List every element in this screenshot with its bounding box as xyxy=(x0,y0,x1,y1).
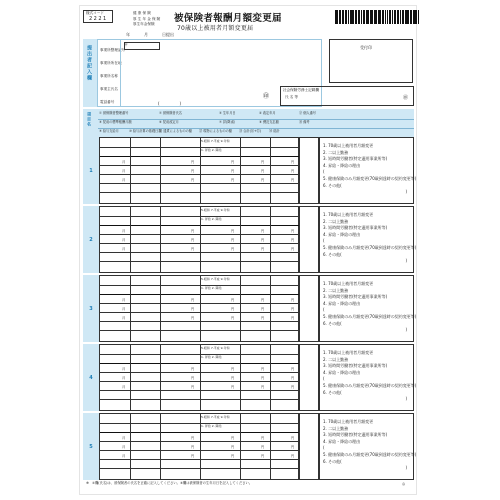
yen-mark: 円 xyxy=(261,436,265,440)
raise-options: 1. 昇給 2. 降給 xyxy=(201,355,222,359)
yen-mark: 円 xyxy=(191,229,195,233)
month-mark: 月 xyxy=(122,376,126,380)
barcode-bar xyxy=(414,10,415,24)
reason-item[interactable]: 6. その他( xyxy=(323,458,342,464)
reason-item[interactable]: 3. 短時間労働者(特定適用事業所等) xyxy=(323,225,388,231)
reason-item[interactable]: 1. 70歳以上被用者月額変更 xyxy=(323,281,374,286)
person-row xyxy=(83,275,417,342)
row-data-grid xyxy=(99,413,299,480)
row-data-grid xyxy=(99,275,299,342)
reason-item[interactable]: 2. 二以上勤務 xyxy=(323,218,349,224)
reason-item[interactable]: 2. 二以上勤務 xyxy=(323,356,349,362)
yen-mark: 円 xyxy=(191,454,195,458)
yen-mark: 円 xyxy=(231,376,235,380)
barcode-bar xyxy=(370,10,372,24)
total-average-cells xyxy=(299,206,319,273)
remarks-reasons xyxy=(319,275,417,342)
column-headers xyxy=(98,110,414,136)
remarks-reasons xyxy=(319,137,417,204)
month-mark: 月 xyxy=(122,247,126,251)
yen-mark: 円 xyxy=(231,307,235,311)
barcode-image xyxy=(335,10,419,24)
form-subtitle: 70歳以上被用者月額変更届 xyxy=(177,25,254,32)
raise-options: 1. 昇給 2. 降給 xyxy=(201,424,222,428)
reason-item[interactable]: 4. 昇給・降給の理由 xyxy=(323,231,361,237)
form-code-label: 様式コード xyxy=(86,11,104,15)
month-mark: 月 xyxy=(122,160,126,164)
column-header-12: ⑫ 現物によるものの額 xyxy=(199,129,232,133)
yen-mark: 円 xyxy=(261,307,265,311)
yen-mark: 円 xyxy=(291,445,295,449)
reason-item[interactable]: 1. 70歳以上被用者月額変更 xyxy=(323,350,374,355)
sharoushi-box xyxy=(280,86,414,106)
remarks-reasons xyxy=(319,206,417,273)
reason-item[interactable]: 5. 健康保険のみ月額変更(70歳到達時の契約変更等) xyxy=(323,244,417,250)
month-mark: 月 xyxy=(122,298,126,302)
month-mark: 月 xyxy=(122,169,126,173)
postal-mark: 〒 xyxy=(124,42,128,47)
yen-mark: 円 xyxy=(291,307,295,311)
reason-item[interactable]: ( xyxy=(323,376,325,382)
yen-mark: 円 xyxy=(191,169,195,173)
form-sheet xyxy=(80,6,416,494)
row-number: 3 xyxy=(83,275,99,342)
remarks-reasons xyxy=(319,344,417,411)
footer-note xyxy=(86,482,396,486)
yen-mark: 円 xyxy=(291,385,295,389)
column-header-9: ⑨ 給与支給月 xyxy=(99,129,119,133)
column-header-18: ⑱ 備考 xyxy=(299,120,310,124)
submitter-section: 事業所整理記号 事業所所在地 事業所名称 事業主氏名 電話番号 〒 ㊞ ( ) xyxy=(97,39,322,107)
row-data-grid xyxy=(99,137,299,204)
yen-mark: 円 xyxy=(191,178,195,182)
yen-mark: 円 xyxy=(191,316,195,320)
reason-item[interactable]: 2. 二以上勤務 xyxy=(323,287,349,293)
seal-mark: ㊞ xyxy=(263,93,270,100)
row-number: 5 xyxy=(83,413,99,480)
reason-item[interactable]: ) xyxy=(405,396,407,402)
era-options: 5.昭和 7.平成 9.令和 xyxy=(201,415,230,419)
total-average-cells xyxy=(299,344,319,411)
raise-options: 1. 昇給 2. 降給 xyxy=(201,148,222,152)
era-options: 5.昭和 7.平成 9.令和 xyxy=(201,277,230,281)
reason-item[interactable]: 3. 短時間労働者(特定適用事業所等) xyxy=(323,294,388,300)
month-mark: 月 xyxy=(122,445,126,449)
reason-item[interactable]: 4. 昇給・降給の理由 xyxy=(323,300,361,306)
reason-item[interactable]: 6. その他( xyxy=(323,389,342,395)
yen-mark: 円 xyxy=(291,454,295,458)
receipt-stamp-box xyxy=(329,39,413,83)
submitter-field-labels: 事業所整理記号 事業所所在地 事業所名称 事業主氏名 電話番号 xyxy=(100,48,126,104)
reason-item[interactable]: ) xyxy=(405,465,407,471)
reason-item[interactable]: 1. 70歳以上被用者月額変更 xyxy=(323,212,374,217)
yen-mark: 円 xyxy=(191,160,195,164)
era-options: 5.昭和 7.平成 9.令和 xyxy=(201,139,230,143)
yen-mark: 円 xyxy=(261,160,265,164)
barcode-bar xyxy=(394,10,396,24)
barcode-bar xyxy=(361,10,362,24)
yen-mark: 円 xyxy=(261,298,265,302)
reason-item[interactable]: ( xyxy=(323,445,325,451)
footer-mark: ◎ xyxy=(402,482,406,486)
month-mark: 月 xyxy=(122,385,126,389)
column-header-6: ⑥ 従前改定月 xyxy=(159,120,179,124)
row-data-grid xyxy=(99,206,299,273)
yen-mark: 円 xyxy=(261,178,265,182)
yen-mark: 円 xyxy=(191,247,195,251)
reason-item[interactable]: ( xyxy=(323,307,325,313)
reason-item[interactable]: 3. 短時間労働者(特定適用事業所等) xyxy=(323,363,388,369)
remarks-reasons xyxy=(319,413,417,480)
yen-mark: 円 xyxy=(231,160,235,164)
reason-item[interactable]: 4. 昇給・降給の理由 xyxy=(323,438,361,444)
yen-mark: 円 xyxy=(291,178,295,182)
barcode-bar xyxy=(336,10,337,24)
person-row xyxy=(83,137,417,204)
barcode-bar xyxy=(406,10,407,24)
month-mark: 月 xyxy=(122,238,126,242)
reason-item[interactable]: 5. 健康保険のみ月額変更(70歳到達時の契約変更等) xyxy=(323,313,417,319)
yen-mark: 円 xyxy=(191,385,195,389)
form-code-value: 2221 xyxy=(89,16,108,22)
yen-mark: 円 xyxy=(231,247,235,251)
barcode-bar xyxy=(355,10,357,24)
month-mark: 月 xyxy=(122,178,126,182)
yen-mark: 円 xyxy=(231,316,235,320)
yen-mark: 円 xyxy=(231,445,235,449)
column-side-label: 項目名 xyxy=(87,112,92,127)
reason-item[interactable]: 6. その他( xyxy=(323,320,342,326)
month-mark: 月 xyxy=(122,436,126,440)
barcode-bar xyxy=(346,10,347,24)
person-row xyxy=(83,206,417,273)
yen-mark: 円 xyxy=(291,229,295,233)
yen-mark: 円 xyxy=(261,316,265,320)
row-data-grid xyxy=(99,344,299,411)
reason-item[interactable]: ) xyxy=(405,258,407,264)
barcode-bar xyxy=(379,10,381,24)
column-header-5: ⑤ 従前の標準報酬月額 xyxy=(99,120,132,124)
total-average-cells xyxy=(299,137,319,204)
office-code-field[interactable] xyxy=(124,42,160,50)
reason-item[interactable]: 5. 健康保険のみ月額変更(70歳到達時の契約変更等) xyxy=(323,451,417,457)
yen-mark: 円 xyxy=(191,376,195,380)
reason-item[interactable]: 1. 70歳以上被用者月額変更 xyxy=(323,143,374,148)
raise-options: 1. 昇給 2. 降給 xyxy=(201,217,222,221)
yen-mark: 円 xyxy=(231,169,235,173)
reason-item[interactable]: 2. 二以上勤務 xyxy=(323,425,349,431)
yen-mark: 円 xyxy=(291,160,295,164)
reason-item[interactable]: 5. 健康保険のみ月額変更(70歳到達時の契約変更等) xyxy=(323,175,417,181)
form-code-box xyxy=(83,10,113,23)
yen-mark: 円 xyxy=(261,247,265,251)
barcode-bar xyxy=(385,10,386,24)
yen-mark: 円 xyxy=(291,436,295,440)
footer-note-text: ②欄(氏名)は、被保険者の氏名を正確に記入してください。③欄は被保険者の生年月日を記入してください。 xyxy=(92,481,253,485)
submission-date: 年 月 日提出 xyxy=(126,32,174,37)
row-number: 4 xyxy=(83,344,99,411)
column-header-11: ⑪ 通貨によるものの額 xyxy=(159,129,192,133)
row-number: 2 xyxy=(83,206,99,273)
yen-mark: 円 xyxy=(261,454,265,458)
footer-note-mark: ※ xyxy=(86,481,90,485)
column-header-17: ⑰ 個人番号 xyxy=(299,111,316,115)
barcode-bar xyxy=(375,10,376,24)
sharoushi-label: 社会保険労務士記載欄 xyxy=(283,88,319,92)
column-header-8: ⑧ 遡及支払額 xyxy=(259,120,279,124)
yen-mark: 円 xyxy=(191,307,195,311)
yen-mark: 円 xyxy=(291,298,295,302)
total-average-cells xyxy=(299,275,319,342)
yen-mark: 円 xyxy=(191,436,195,440)
yen-mark: 円 xyxy=(291,247,295,251)
yen-mark: 円 xyxy=(191,238,195,242)
reason-item[interactable]: ) xyxy=(405,327,407,333)
column-header-4: ④ 改定年月 xyxy=(259,111,276,115)
reason-item[interactable]: 5. 健康保険のみ月額変更(70歳到達時の契約変更等) xyxy=(323,382,417,388)
era-options: 5.昭和 7.平成 9.令和 xyxy=(201,346,230,350)
yen-mark: 円 xyxy=(231,367,235,371)
reason-item[interactable]: 1. 70歳以上被用者月額変更 xyxy=(323,419,374,424)
barcode-bar xyxy=(418,10,419,24)
barcode-bar xyxy=(400,10,401,24)
reason-item[interactable]: 3. 短時間労働者(特定適用事業所等) xyxy=(323,432,388,438)
column-header-3: ③ 生年月日 xyxy=(219,111,236,115)
form-title: 被保険者報酬月額変更届 xyxy=(174,13,282,24)
yen-mark: 円 xyxy=(231,229,235,233)
column-header-2: ② 被保険者氏名 xyxy=(159,111,182,115)
sharoushi-name-label: 氏 名 等 xyxy=(285,95,299,99)
reason-item[interactable]: 6. その他( xyxy=(323,182,342,188)
yen-mark: 円 xyxy=(261,385,265,389)
yen-mark: 円 xyxy=(261,367,265,371)
column-header-14: ⑭ 総計 xyxy=(269,129,280,133)
reason-item[interactable]: 2. 二以上勤務 xyxy=(323,149,349,155)
receipt-label: 受付印 xyxy=(360,45,372,50)
barcode-bar xyxy=(342,10,344,24)
column-header-10: ⑩ 給与計算の基礎日数 xyxy=(129,129,162,133)
yen-mark: 円 xyxy=(291,367,295,371)
reason-item[interactable]: 4. 昇給・降給の理由 xyxy=(323,162,361,168)
sharoushi-seal: ㊞ xyxy=(403,95,409,101)
barcode-bar xyxy=(367,10,368,24)
month-mark: 月 xyxy=(122,307,126,311)
barcode-bar xyxy=(351,10,352,24)
barcode-bar xyxy=(390,10,391,24)
yen-mark: 円 xyxy=(261,238,265,242)
yen-mark: 円 xyxy=(231,454,235,458)
insurance-type: 健 康 保 険 厚 生 年 金 保 険 厚生年金保険 xyxy=(133,11,161,27)
yen-mark: 円 xyxy=(191,367,195,371)
yen-mark: 円 xyxy=(231,385,235,389)
yen-mark: 円 xyxy=(291,376,295,380)
reason-item[interactable]: ( xyxy=(323,169,325,175)
month-mark: 月 xyxy=(122,454,126,458)
yen-mark: 円 xyxy=(191,298,195,302)
reason-item[interactable]: 3. 短時間労働者(特定適用事業所等) xyxy=(323,156,388,162)
yen-mark: 円 xyxy=(231,238,235,242)
submitter-band: 提出者記入欄 xyxy=(83,39,97,107)
person-row xyxy=(83,413,417,480)
column-header-1: ① 被保険者整理番号 xyxy=(99,111,129,115)
person-row xyxy=(83,344,417,411)
yen-mark: 円 xyxy=(291,316,295,320)
yen-mark: 円 xyxy=(291,169,295,173)
yen-mark: 円 xyxy=(291,238,295,242)
reason-item[interactable]: 4. 昇給・降給の理由 xyxy=(323,369,361,375)
month-mark: 月 xyxy=(122,229,126,233)
column-header-13: ⑬ 合計(⑪+⑫) xyxy=(239,129,262,133)
row-number: 1 xyxy=(83,137,99,204)
yen-mark: 円 xyxy=(191,445,195,449)
column-header-7: ⑦ 昇(降)給 xyxy=(219,120,235,124)
yen-mark: 円 xyxy=(261,445,265,449)
reason-item[interactable]: ( xyxy=(323,238,325,244)
era-options: 5.昭和 7.平成 9.令和 xyxy=(201,208,230,212)
yen-mark: 円 xyxy=(231,298,235,302)
month-mark: 月 xyxy=(122,316,126,320)
yen-mark: 円 xyxy=(231,436,235,440)
reason-item[interactable]: ) xyxy=(405,189,407,195)
raise-options: 1. 昇給 2. 降給 xyxy=(201,286,222,290)
month-mark: 月 xyxy=(122,367,126,371)
yen-mark: 円 xyxy=(261,376,265,380)
reason-item[interactable]: 6. その他( xyxy=(323,251,342,257)
yen-mark: 円 xyxy=(261,229,265,233)
barcode-bar xyxy=(410,10,412,24)
total-average-cells xyxy=(299,413,319,480)
yen-mark: 円 xyxy=(231,178,235,182)
yen-mark: 円 xyxy=(261,169,265,173)
